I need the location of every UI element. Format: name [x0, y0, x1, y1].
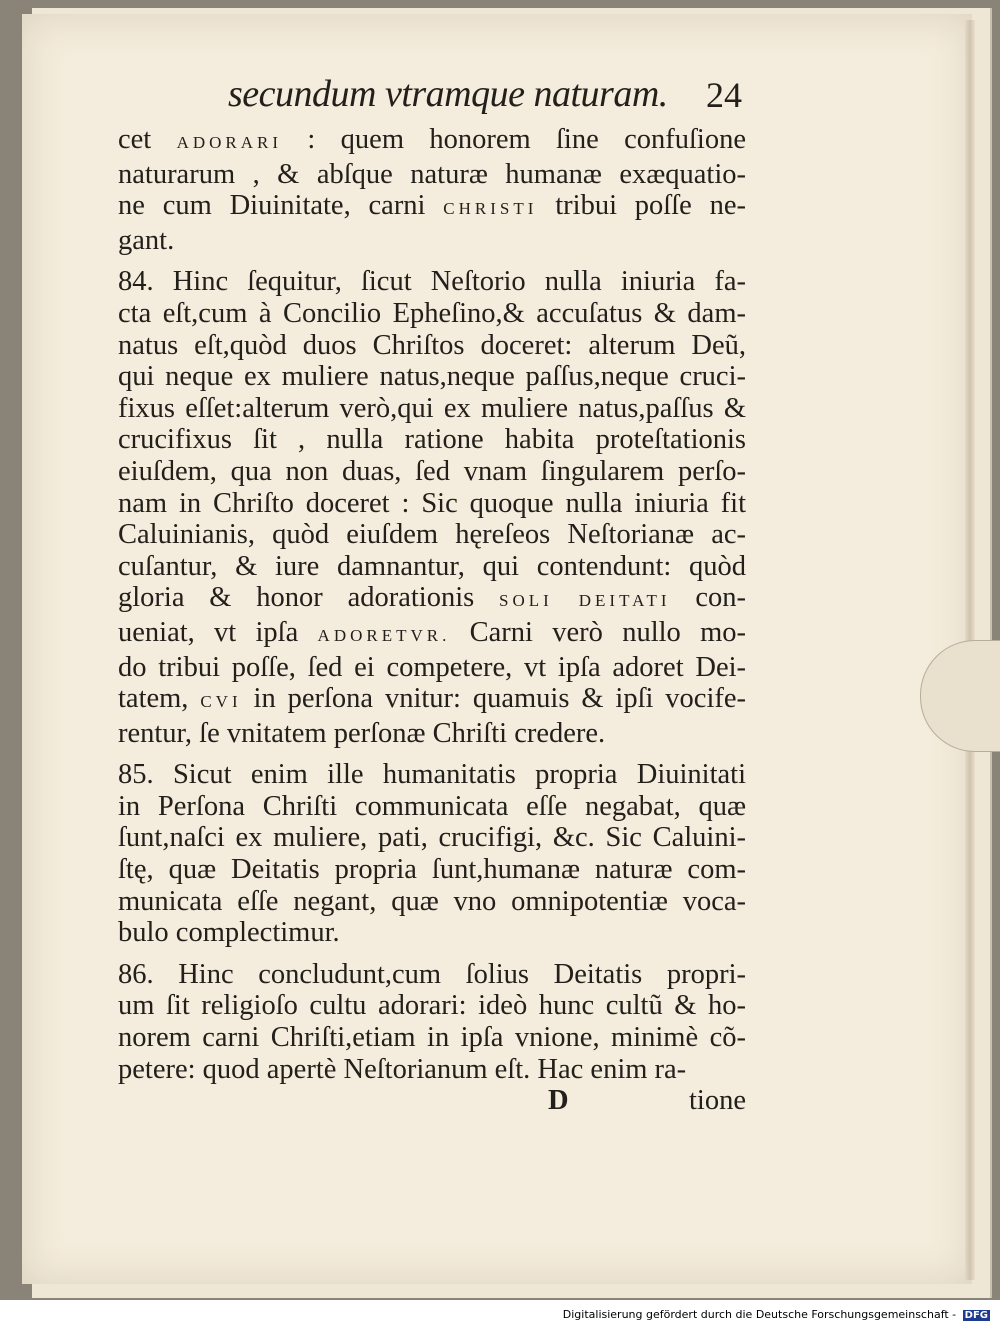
text-run: : quem honorem ſine confuſione — [282, 124, 746, 155]
text-run: bulo complectimur. — [118, 917, 340, 949]
text-run: petere: quod apertè Neſtorianum eſt. Hac enim ra- — [118, 1053, 687, 1085]
text-line — [118, 488, 746, 520]
text-run: con- — [670, 582, 747, 614]
text-line — [118, 159, 746, 191]
text-run: Caluinianis, quòd eiuſdem hęreſeos Neſtorianæ ac- — [118, 519, 746, 551]
credit-text: Digitalisierung gefördert durch die Deutsche Forschungsgemeinschaft - — [562, 1308, 957, 1321]
text-line — [118, 854, 746, 886]
text-line — [118, 886, 746, 918]
text-line — [118, 917, 746, 949]
text-run: fixus eſſet:alterum verò,qui ex muliere natus,paſſus & — [118, 392, 746, 424]
text-run: cta eſt,cum à Concilio Epheſino,& accuſatus & dam- — [118, 297, 746, 329]
text-run: in Perſona Chriſti communicata eſſe negabat, quæ — [118, 790, 746, 822]
text-run: ne cum Diuinitate, carni — [118, 190, 444, 222]
paragraph-gap — [118, 749, 746, 759]
signature-mark: D — [548, 1085, 569, 1117]
text-line — [118, 683, 746, 718]
text-run: gloria & honor adorationis — [118, 582, 500, 614]
catchword: tione — [689, 1085, 746, 1117]
text-run: Carni verò nullo mo- — [450, 616, 746, 648]
text-run: tatem, — [118, 683, 201, 715]
text-run: 85. Sicut enim ille humanitatis propria Diuinitati — [118, 759, 746, 791]
text-line — [118, 225, 746, 257]
signature-line — [118, 1085, 746, 1121]
small-caps-word: ADORETVR. — [317, 625, 451, 645]
text-run: ſtę, quæ Deitatis propria ſunt,humanæ naturæ com- — [118, 854, 746, 886]
text-line — [118, 361, 746, 393]
text-line — [118, 617, 746, 652]
text-run: crucifixus ſit , nulla ratione habita proteſtationis — [118, 424, 746, 456]
paragraph — [118, 266, 746, 749]
text-line — [118, 652, 746, 684]
small-caps-word: ADORARI — [176, 133, 283, 152]
text-run: um ſit religioſo cultu adorari: ideò hunc cultũ & ho- — [118, 990, 746, 1022]
text-run: eiuſdem, qua non duas, ſed vnam ſingularem perſo- — [118, 455, 746, 487]
text-run: natus eſt,quòd duos Chriſtos doceret: alterum Deũ, — [118, 329, 746, 361]
text-line — [118, 718, 746, 750]
body-text — [118, 124, 746, 1085]
digitization-credit — [563, 1308, 990, 1321]
text-line — [118, 456, 746, 488]
text-line — [118, 424, 746, 456]
small-caps-word: CHRISTI — [443, 199, 538, 219]
text-run: cuſantur, & iure damnantur, qui contendunt: quòd — [118, 550, 746, 582]
small-caps-word: CVI — [200, 692, 242, 712]
page-number: 24 — [706, 75, 742, 115]
text-run: ueniat, vt ipſa — [118, 616, 318, 648]
text-run: tribui poſſe ne- — [537, 190, 746, 222]
text-line — [118, 759, 746, 791]
running-title: secundum vtramque naturam. — [228, 73, 668, 115]
text-run: in perſona vnitur: quamuis & ipſi vocife- — [241, 683, 746, 715]
text-line — [118, 791, 746, 823]
paragraph-gap — [118, 256, 746, 266]
text-line — [118, 582, 746, 617]
paragraph-gap — [118, 949, 746, 959]
text-run: norem carni Chriſti,etiam in ipſa vnione, minimè cõ- — [118, 1022, 746, 1054]
text-line — [118, 959, 746, 991]
text-line — [118, 519, 746, 551]
running-head — [118, 70, 746, 124]
text-run: qui neque ex muliere natus,neque paſſus,neque cruci- — [118, 361, 746, 393]
small-caps-word: SOLI DEITATI — [499, 591, 671, 611]
text-run: cet — [118, 124, 177, 155]
text-run: do tribui poſſe, ſed ei competere, vt ipſa adoret Dei- — [118, 651, 746, 683]
text-line — [118, 124, 746, 159]
text-run: ſunt,naſci ex muliere, pati, crucifigi, &c. Sic Caluini- — [118, 822, 746, 854]
text-line — [118, 393, 746, 425]
dfg-logo: DFG — [964, 1310, 988, 1321]
text-run: 86. Hinc concludunt,cum ſolius Deitatis propri- — [118, 958, 746, 990]
text-line — [118, 190, 746, 225]
text-line — [118, 551, 746, 583]
text-run: rentur, ſe vnitatem perſonæ Chriſti credere. — [118, 717, 606, 749]
text-run: gant. — [118, 224, 175, 256]
text-line — [118, 1054, 746, 1086]
text-run: naturarum , & abſque naturæ humanæ exæquatio- — [118, 158, 746, 190]
text-line — [118, 330, 746, 362]
text-line — [118, 990, 746, 1022]
text-line — [118, 822, 746, 854]
text-run: nam in Chriſto doceret : Sic quoque nulla iniuria fit — [118, 487, 746, 519]
paragraph — [118, 759, 746, 949]
text-run: 84. Hinc ſequitur, ſicut Neſtorio nulla iniuria fa- — [118, 266, 746, 298]
text-run: municata eſſe negant, quæ vno omnipotentiæ voca- — [118, 885, 746, 917]
text-line — [118, 266, 746, 298]
paragraph — [118, 959, 746, 1085]
text-block — [118, 70, 746, 1121]
paragraph — [118, 124, 746, 256]
text-line — [118, 298, 746, 330]
text-line — [118, 1022, 746, 1054]
